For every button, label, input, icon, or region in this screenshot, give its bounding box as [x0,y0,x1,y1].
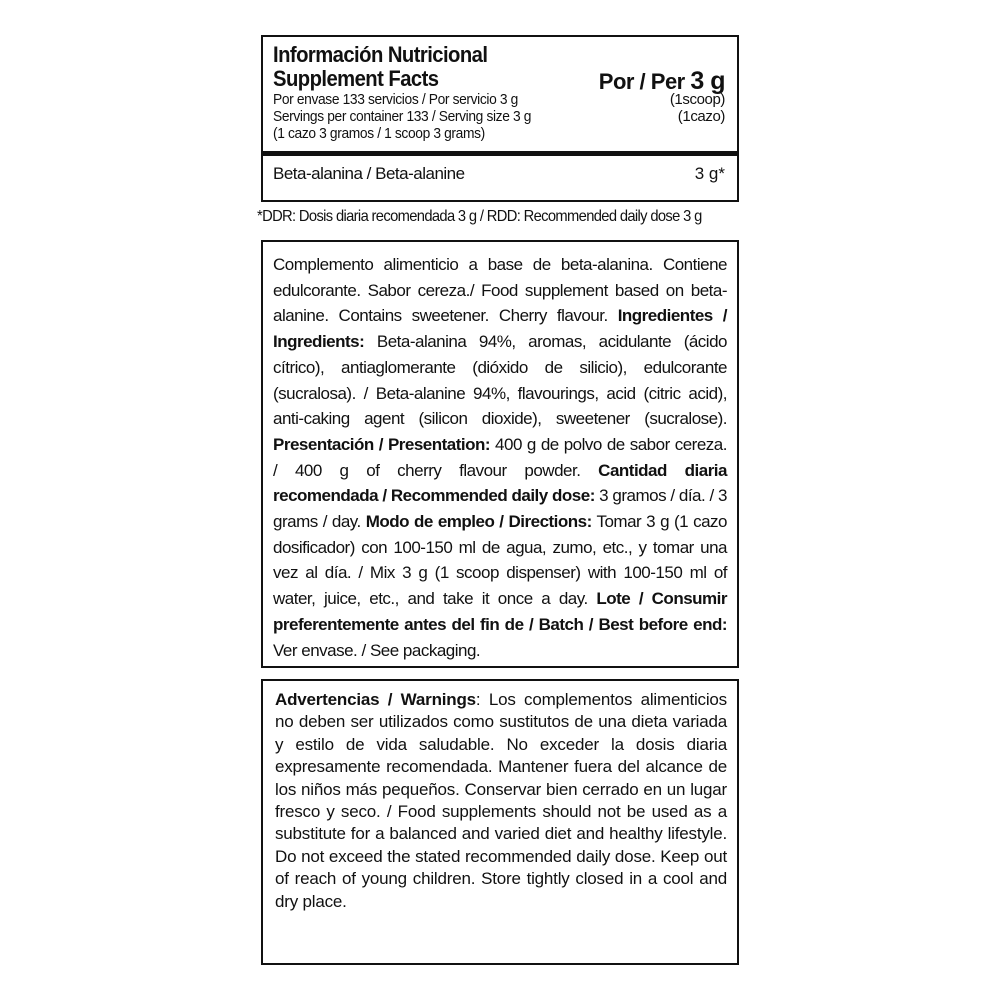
per-label: Por / Per [598,69,685,94]
warnings-body: : Los complementos alimenticios no deben ser utilizados como sustitutos de una dieta variada y estilo de vida saludable. No exceder la dosis diaria expresamente recomendada. Mantener fuera del alcance de los niños más pequeños. Conservar bien cerrado en un lugar fresco y seco. / Food supplements should not be used as a substitute for a balanced and varied diet and healthy lifestyle. Do not exceed the stated recommended daily dose. Keep out of reach of young children. Store tightly closed in a cool and dry place. [275,690,727,911]
ingredients-text: Beta-alanina 94%, aromas, acidulante (ácido cítrico), antiaglomerante (dióxido de silicio), edulcorante (sucralosa). / Beta-alanine 94%, flavourings, acid (citric acid), anti-caking agent (silicon dioxide), sweetener (sucralose). [273,332,727,429]
warnings-label: Advertencias / Warnings [275,690,476,709]
info-intro: Complemento alimenticio a base de beta-alanina. Contiene edulcorante. Sabor cereza./ Food supplement based on beta-alanine. Contains sweetener. Cherry flavour. [273,255,727,326]
servings-en-row [273,108,727,125]
dose-text: 3 gramos / día. / 3 grams / day. [273,486,727,532]
batch-label: Lote / Consumir preferentemente antes del fin de / Batch / Best before end: [273,589,727,634]
product-info-text [273,252,727,663]
supplement-facts-panel [261,35,739,202]
servings-es-right: (1scoop) [669,91,725,108]
servings-en: Servings per container 133 / Serving size 3 g [273,108,532,125]
ingredient-row [263,156,737,194]
batch-text: Ver envase. / See packaging. [273,640,481,660]
servings-es-row [273,91,727,108]
servings-es: Por envase 133 servicios / Por servicio 3 g [273,91,518,108]
facts-title-es: Información Nutricional [273,42,488,67]
facts-title-en: Supplement Facts [273,66,439,91]
product-info-panel [261,240,739,668]
ingredient-label: Beta-alanina / Beta-alanine [273,164,465,183]
ddr-footnote: *DDR: Dosis diaria recomendada 3 g / RDD: Recommended daily dose 3 g [257,208,702,225]
warnings-panel [261,679,739,965]
presentation-label: Presentación / Presentation: [273,434,491,454]
ingredient-value: 3 g* [694,164,725,183]
facts-header [263,37,737,156]
scoop-note: (1 cazo 3 gramos / 1 scoop 3 grams) [273,125,485,142]
presentation-text: 400 g de polvo de sabor cereza. / 400 g of cherry flavour powder. [273,434,727,480]
directions-text: Tomar 3 g (1 cazo dosificador) con 100-150 ml de agua, zumo, etc., y tomar una vez al día. / Mix 3 g (1 scoop dispenser) with 100-150 ml of water, juice, etc., and take it once a day. [273,512,727,609]
warnings-text [275,689,727,913]
ingredients-label: Ingredientes / Ingredients: [273,306,727,352]
directions-label: Modo de empleo / Directions: [365,512,592,532]
dose-label: Cantidad diaria recomendada / Recommended daily dose: [273,460,727,506]
servings-en-right: (1cazo) [677,108,725,125]
per-amount: 3 g [690,67,725,95]
